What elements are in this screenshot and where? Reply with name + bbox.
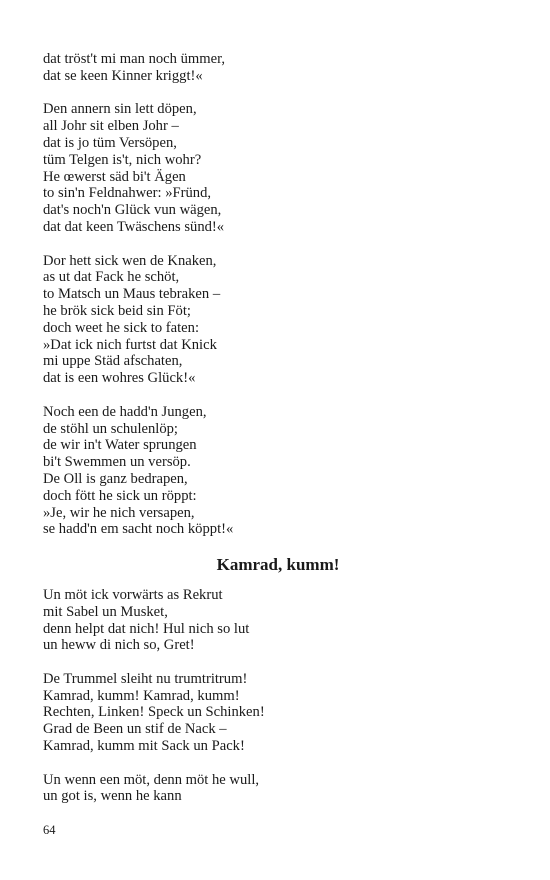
verse-line: dat tröst't mi man noch ümmer, (43, 51, 226, 67)
verse-line: tüm Telgen is't, nich wohr? (43, 151, 202, 168)
verse-line: Kamrad, kumm! Kamrad, kumm! (43, 687, 240, 704)
page-body (43, 51, 503, 822)
verse-line: dat is een wohres Glück!« (43, 370, 196, 387)
verse-line: Grad de Been un stif de Nack – (43, 721, 227, 738)
verse-line: un heww di nich so, Gret! (43, 637, 195, 654)
verse-line: Un wenn een möt, denn möt he wull, (43, 771, 260, 788)
poem-stanza (43, 587, 503, 654)
verse-line: bi't Swemmen un versöp. (43, 454, 191, 471)
verse-line: Noch een de hadd'n Jungen, (43, 403, 207, 420)
poem-stanza (43, 253, 503, 387)
poem-stanza (43, 671, 503, 755)
verse-line: dat dat keen Twäschens sünd!« (43, 218, 225, 235)
verse-line: doch fött he sick un röppt: (43, 487, 197, 504)
verse-line: »Dat ick nich furtst dat Knick (43, 336, 217, 353)
verse-line: de wir in't Water sprungen (43, 437, 197, 454)
verse-line: He œwerst säd bi't Ägen (43, 168, 186, 185)
verse-line: »Je, wir he nich versapen, (43, 504, 195, 521)
verse-line: dat se keen Kinner kriggt!« (43, 67, 203, 84)
verse-line: doch weet he sick to faten: (43, 319, 200, 336)
verse-line: De Oll is ganz bedrapen, (43, 470, 188, 487)
verse-line: Den annern sin lett döpen, (43, 101, 197, 118)
page-number: 64 (43, 823, 56, 837)
verse-line: De Trummel sleiht nu trumtritrum! (43, 670, 248, 687)
poem-stanza (43, 404, 503, 538)
poem-stanza (43, 101, 503, 235)
verse-line: Dor hett sick wen de Knaken, (43, 252, 217, 269)
poem-title: Kamrad, kumm! (216, 554, 340, 574)
verse-line: to sin'n Feldnahwer: »Fründ, (43, 185, 212, 202)
verse-line: all Johr sit elben Johr – (43, 118, 179, 135)
poem-stanza (43, 51, 503, 85)
verse-line: mi uppe Städ afschaten, (43, 353, 183, 370)
verse-line: Kamrad, kumm mit Sack un Pack! (43, 738, 245, 755)
verse-line: as ut dat Fack he schöt, (43, 269, 180, 286)
verse-line: mit Sabel un Musket, (43, 603, 168, 620)
verse-line: de stöhl un schulenlöp; (43, 420, 178, 437)
verse-line: to Matsch un Maus tebraken – (43, 286, 221, 303)
verse-line: he brök sick beid sin Föt; (43, 302, 191, 319)
verse-line: un got is, wenn he kann (43, 788, 182, 805)
verse-line: Un möt ick vorwärts as Rekrut (43, 586, 223, 603)
poem-stanza (43, 772, 503, 806)
verse-line: dat is jo tüm Versöpen, (43, 134, 177, 151)
verse-line: Rechten, Linken! Speck un Schinken! (43, 704, 265, 721)
verse-line: dat's noch'n Glück vun wägen, (43, 202, 222, 219)
verse-line: denn helpt dat nich! Hul nich so lut (43, 620, 250, 637)
verse-line: se hadd'n em sacht noch köppt!« (43, 521, 234, 538)
